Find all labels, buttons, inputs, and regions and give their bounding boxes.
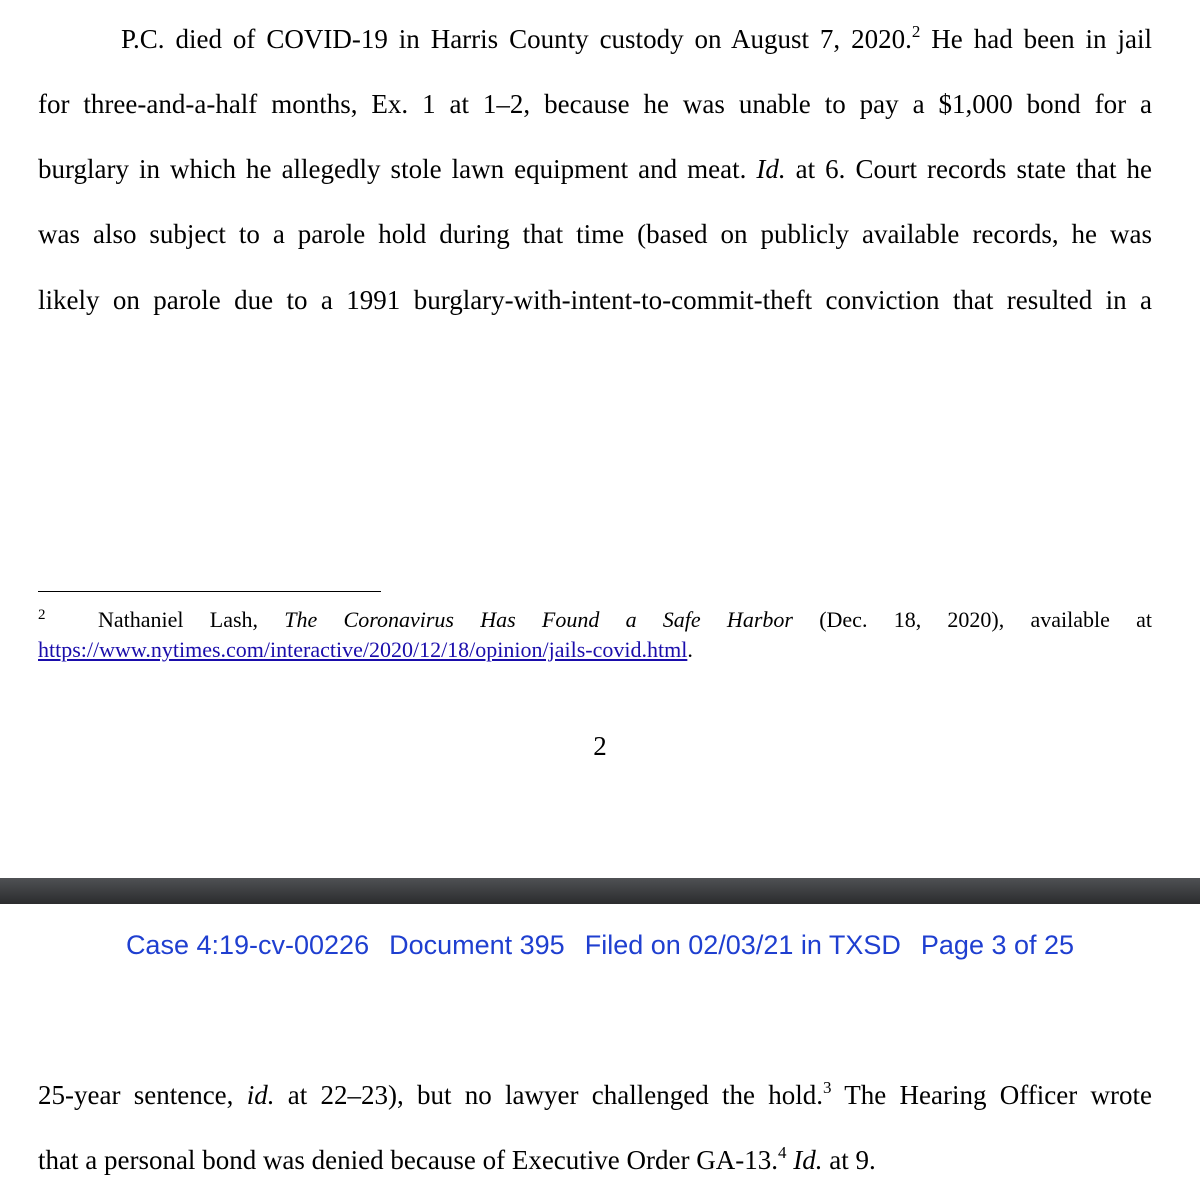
paragraph-line-5: likely on parole due to a 1991 burglary-with-intent-to-commit-theft conviction that resulted in a [38, 285, 1152, 315]
text-run: at 9. [822, 1145, 876, 1175]
footnote-number: 2 [38, 607, 46, 623]
text-run: 25-year sentence, [38, 1080, 247, 1110]
footnote-rest: (Dec. 18, 2020), available at [819, 607, 1153, 632]
footnote-link[interactable]: https://www.nytimes.com/interactive/2020/12/18/opinion/jails-covid.html [38, 637, 688, 662]
footnote-title: The Coronavirus Has Found a Safe Harbor [284, 607, 793, 632]
page-number: 2 [593, 731, 607, 761]
text-run: at 22–23), but no lawyer challenged the hold. [274, 1080, 824, 1110]
footnote-line-2 [38, 636, 1152, 664]
footnote-author: Nathaniel Lash, [98, 607, 259, 632]
footnote-period: . [687, 637, 693, 662]
text-run: The Hearing Officer wrote [831, 1080, 1152, 1110]
filed-date: Filed on 02/03/21 in TXSD [584, 930, 901, 960]
paragraph-line-7 [38, 1143, 1152, 1177]
paragraph-line-4: was also subject to a parole hold during that time (based on publicly available records, he was [38, 219, 1152, 249]
text-run: He had been in jail [920, 24, 1152, 54]
citation-id: Id. [793, 1145, 823, 1175]
paragraph-line-1 [121, 22, 1152, 56]
case-number: Case 4:19-cv-00226 [125, 930, 370, 960]
court-header-stamp [0, 930, 1200, 961]
footnote-ref-3[interactable]: 3 [823, 1078, 832, 1097]
footnote-ref-2[interactable]: 2 [911, 22, 921, 41]
page-indicator: Page 3 of 25 [920, 930, 1075, 960]
paragraph-line-6 [38, 1078, 1152, 1112]
text-run: that a personal bond was denied because of Executive Order GA-13. [38, 1145, 778, 1175]
paragraph-line-2: for three-and-a-half months, Ex. 1 at 1–2, because he was unable to pay a $1,000 bond for a [38, 89, 1152, 119]
citation-id: Id. [756, 154, 786, 184]
text-run: burglary in which he allegedly stole lawn equipment and meat. [38, 154, 757, 184]
text-run: at 6. Court records state that he [785, 154, 1152, 184]
document-number: Document 395 [389, 930, 565, 960]
text-run: P.C. died of COVID-19 in Harris County custody on August 7, 2020. [121, 24, 912, 54]
page-divider [0, 878, 1200, 904]
footnote-ref-4[interactable]: 4 [777, 1143, 787, 1162]
footnote-separator [38, 591, 381, 592]
footnote-line-1 [38, 606, 1152, 634]
paragraph-line-3 [38, 152, 1152, 186]
citation-id: id. [246, 1080, 275, 1110]
